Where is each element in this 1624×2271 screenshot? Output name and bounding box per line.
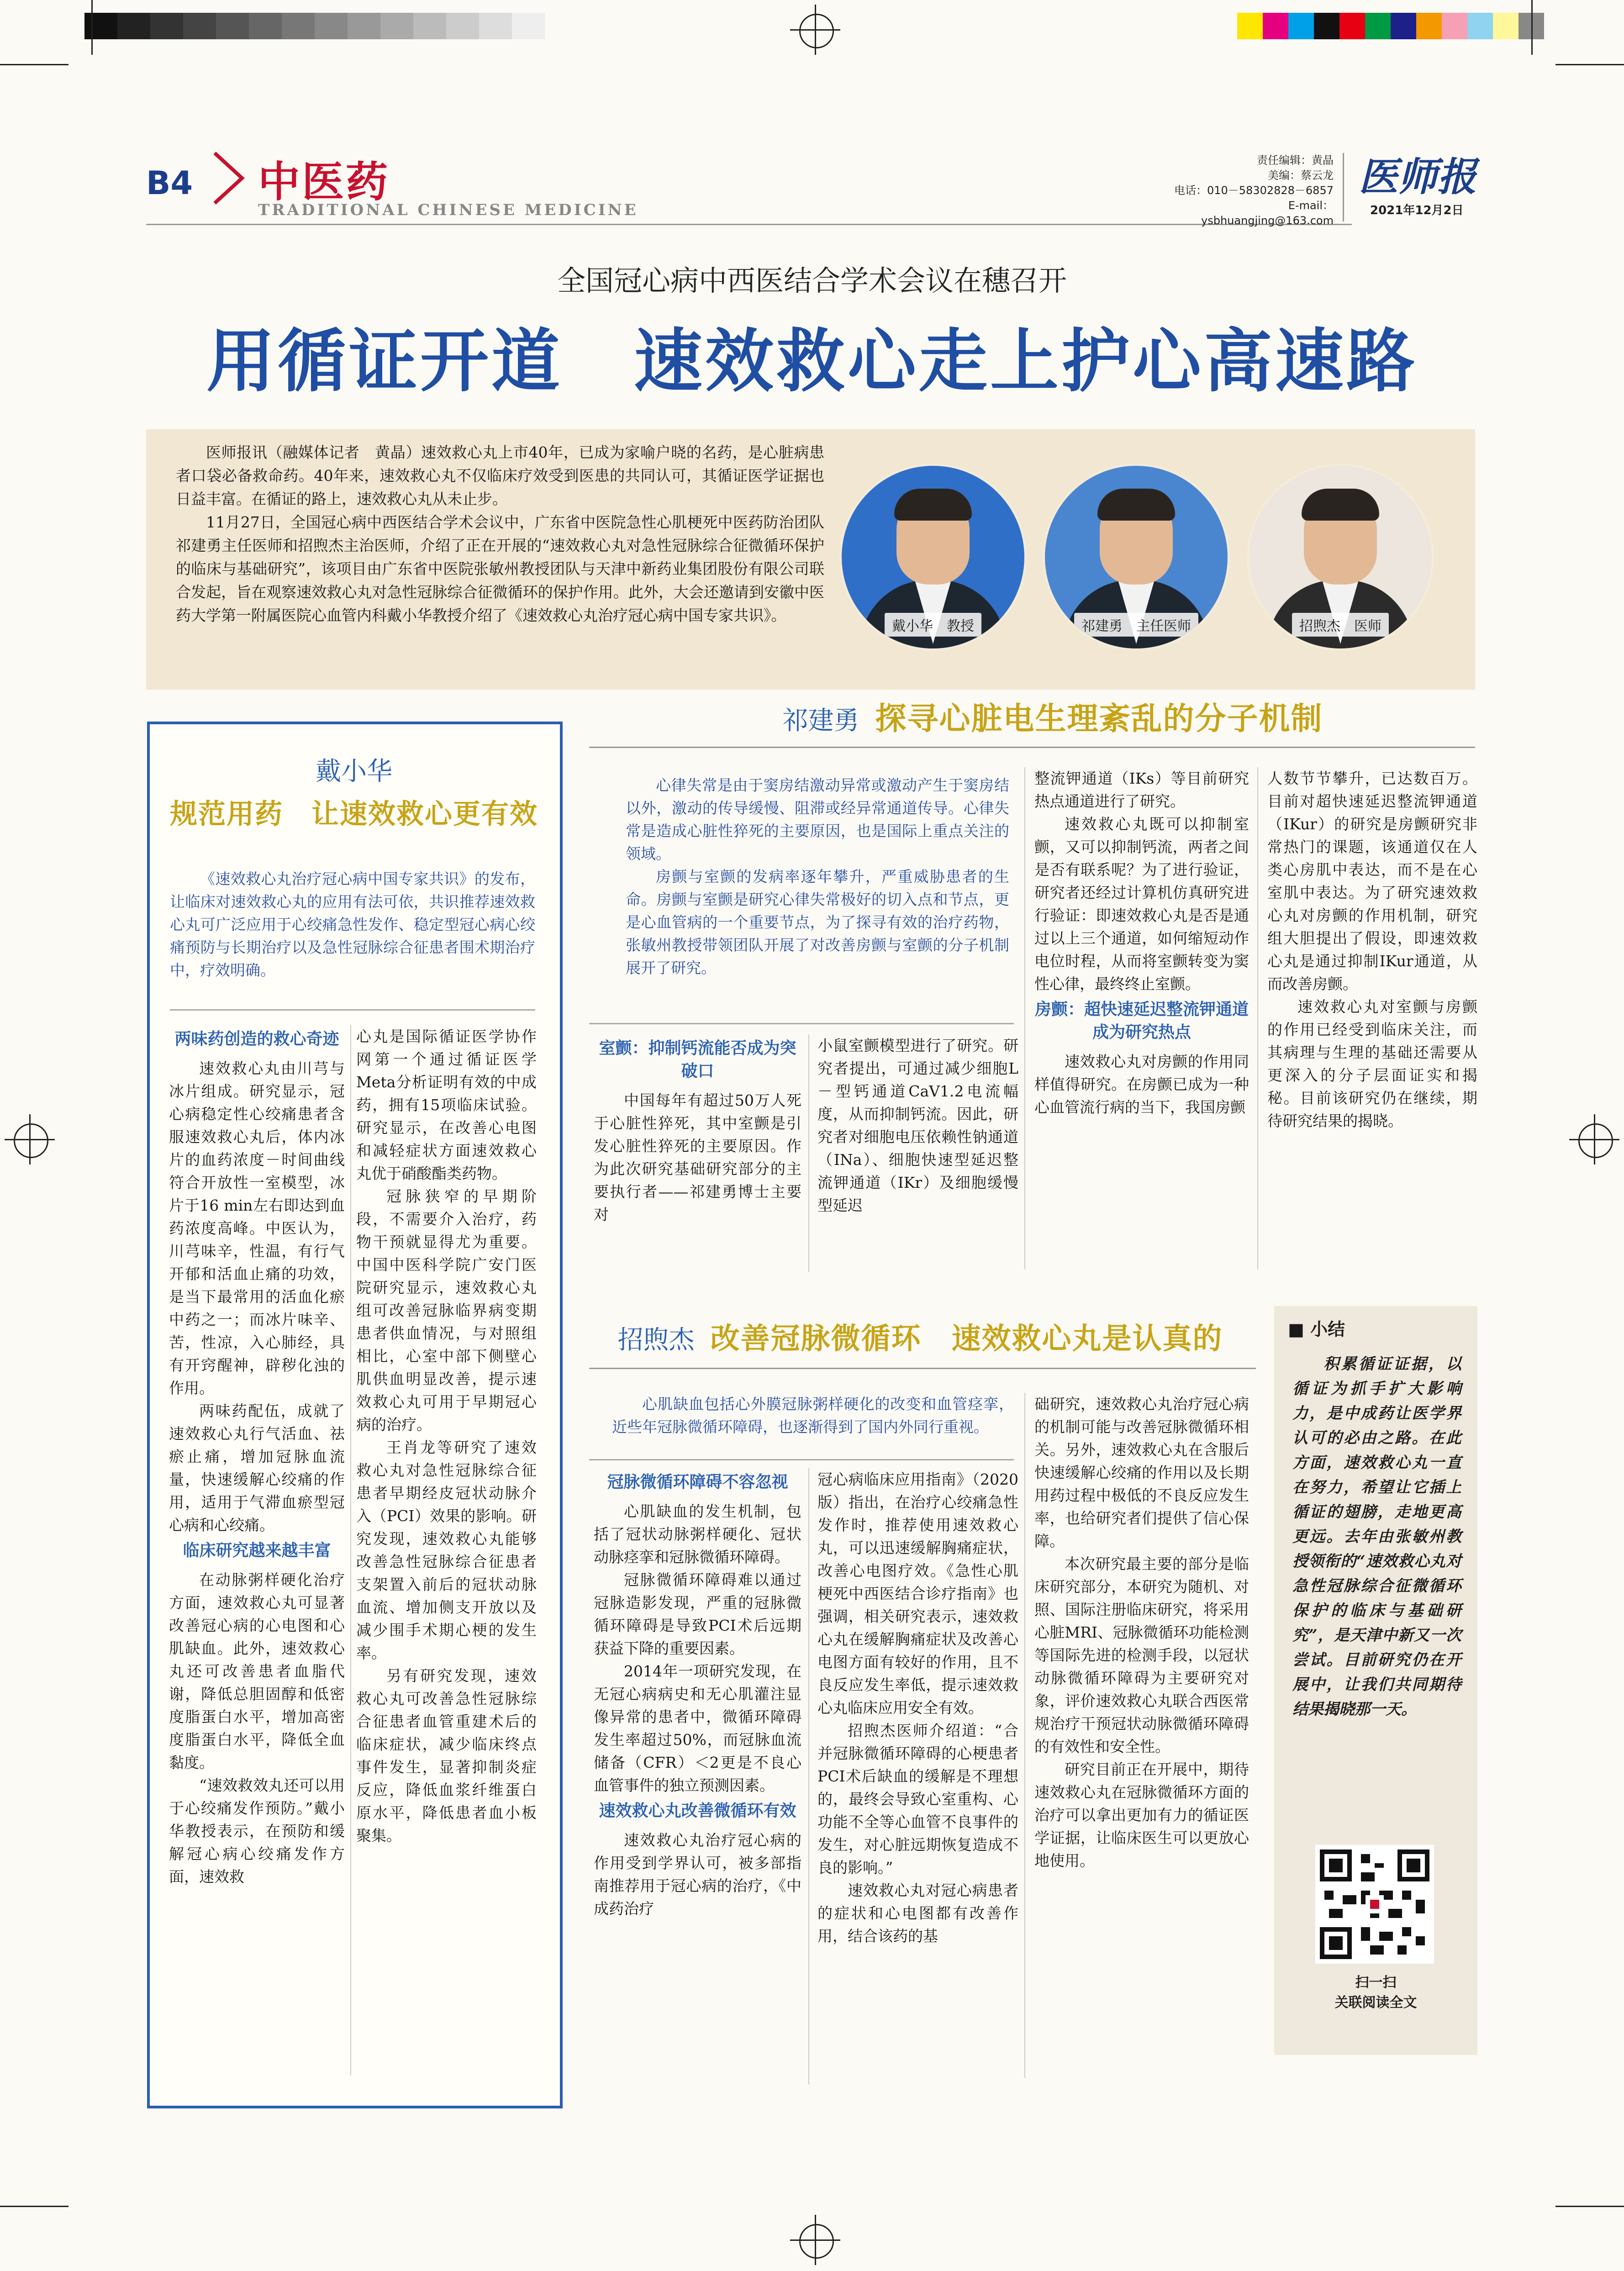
zhao-name: 招煦杰 [617,1325,695,1355]
headline: 用循证开道 速效救心走上护心高速路 [206,322,1418,401]
dai-intro-text: 《速效救心丸治疗冠心病中国专家共识》的发布，让临床对速效救心丸的应用有法可依，共识推荐速效救心丸可广泛应用于心绞痛急性发作、稳定型冠心病心绞痛预防与长期治疗以及急性冠脉综合征患者围术期治疗中，疗效明确。 [170,870,535,979]
qi-column-2 [817,1034,1018,1217]
zhao-col2-paragraph: 冠心病临床应用指南》（2020版）指出，在治疗心绞痛急性发作时，推荐使用速效救心丸，可以迅速缓解胸痛症状，改善心电图疗效。《急性心肌梗死中西医结合诊疗指南》也强调，相关研究表示，速效救心丸在缓解胸痛症状及改善心电图方面有较好的作用，且不良反应发生率低，提示速效救心丸临床应用安全有效。 [817,1470,1018,1717]
newspaper-logo: 医师报 [1359,154,1476,200]
column-divider [1257,767,1258,1270]
dai-column-1 [169,1025,345,1888]
dai-col2-paragraph: 王肖龙等研究了速效救心丸对急性冠脉综合征患者早期经皮冠状动脉介入（PCI）效果的影响。研究发现，速效救心丸能够改善急性冠脉综合征患者支架置入前后的冠状动脉血流、增加侧支开放以及减少围手术期心梗的发生率。 [356,1438,537,1662]
column-divider [808,1034,809,1272]
zhao-heading [589,1315,1251,1357]
crop-mark [1555,64,1624,65]
zhao-col3-paragraph: 研究目前正在开展中，期待速效救心丸在冠脉微循环方面的治疗可以拿出更加有力的循证医学证据，让临床医生可以更放心地使用。 [1034,1760,1249,1870]
lead-paragraph-1: 医师报讯（融媒体记者 黄晶）速效救心丸上市40年，已成为家喻户晓的名药，是心脏病患者口袋必备救命药。40年来，速效救心丸不仅临床疗效受到医患的共同认可，其循证医学证据也日益丰富。在循证的路上，速效救心丸从未止步。 [176,443,824,508]
crop-mark [1531,0,1533,55]
zhao-heading-rule [589,1368,1256,1369]
dai-title: 规范用药 让速效救心更有效 [170,798,538,830]
qi-column-3 [1034,767,1249,1119]
summary-label: ■ 小结 [1288,1319,1345,1339]
portrait-zhao [1247,464,1434,651]
qi-col3-paragraph: 速效救心丸对房颤的作用同样值得研究。在房颤已成为一种心血管流行病的当下，我国房颤 [1034,1053,1249,1116]
qi-intro-rule [589,1023,1014,1024]
qi-col3-paragraph: 速效救心丸既可以抑制室颤，又可以抑制钙流，两者之间是否有联系呢？为了进行验证，研究者还经过计算机仿真研究进行验证：即速效救心丸是否是通过以上三个通道，如何缩短动作电位时程，从而将室颤转变为窦性心律，最终终止室颤。 [1034,815,1249,993]
dai-col1-paragraph: 在动脉粥样硬化治疗方面，速效救心丸可显著改善冠心病的心电图和心肌缺血。此外，速效救心丸还可改善患者血脂代谢，降低总胆固醇和低密度脂蛋白水平，增加高密度脂蛋白水平，降低全血黏度。 [169,1571,345,1771]
crop-mark [1555,2206,1624,2207]
qi-intro-paragraph: 房颤与室颤的发病率逐年攀升，严重威胁患者的生命。房颤与室颤是研究心律失常极好的切入点和节点，更是心血管病的一个重要节点，为了探寻有效的治疗药物，张敏州教授带领团队开展了对改善房颤与室颤的分子机制展开了研究。 [626,868,1009,977]
dai-name: 戴小华 [316,757,392,786]
zhao-col1-paragraph: 速效救心丸治疗冠心病的作用受到学界认可，被多部指南推荐用于冠心病的治疗，《中成药治疗 [594,1831,801,1918]
qi-col4-paragraph: 人数节节攀升，已达数百万。目前对超快速延迟整流钾通道（IKur）的研究是房颤研究非常热门的课题，该通道仅在人类心房肌中表达，而不是在心室肌中表达。为了研究速效救心丸对房颤的作用机制，研究组大胆提出了假设，即速效救心丸是通过抑制IKur通道，从而改善房颤。 [1267,769,1477,993]
column-divider [350,1025,351,2076]
zhao-col2-paragraph: 招煦杰医师介绍道：“合并冠脉微循环障碍的心梗患者PCI术后缺血的缓解是不理想的，最终会导致心室重构、心功能不全等心血管不良事件的发生，对心脏远期恢复造成不良的影响。” [817,1722,1018,1876]
lead-paragraph-2: 11月27日，全国冠心病中西医结合学术会议中，广东省中医院急性心肌梗死中医药防治团队祁建勇主任医师和招煦杰主治医师，介绍了正在开展的“速效救心丸对急性冠脉综合征微循环保护的临床与基础研究”，该项目由广东省中医院张敏州教授团队与天津中新药业集团股份有限公司联合发起，旨在观察速效救心丸对急性冠脉综合征微循环的保护作用。此外，大会还邀请到安徽中医药大学第一附属医院心血管内科戴小华教授介绍了《速效救心丸治疗冠心病中国专家共识》。 [176,513,824,624]
qi-col1-paragraph: 中国每年有超过50万人死于心脏性猝死，其中室颤是引发心脏性猝死的主要原因。作为此次研究基础研究部分的主要执行者——祁建勇博士主要对 [594,1091,801,1223]
portrait-caption: 祁建勇 主任医师 [1074,613,1198,637]
column-divider [1024,767,1025,1270]
grayscale-calibration-bar [84,13,545,39]
qi-intro [626,774,1009,980]
qi-subheading-1: 室颤：抑制钙流能否成为突破口 [599,1039,796,1080]
chevron-right-icon [210,151,247,205]
qi-intro-paragraph: 心律失常是由于窦房结激动异常或激动产生于窦房结以外，激动的传导缓慢、阻滞或经异常通道传导。心律失常是造成心脏性猝死的主要原因，也是国际上重点关注的领域。 [626,776,1009,863]
qi-column-1 [594,1034,801,1226]
registration-mark-top [790,5,840,55]
portrait-caption: 招煦杰 医师 [1292,613,1389,637]
issue-date: 2021年12月2日 [1370,204,1464,217]
editor-credit: 责任编辑：黄晶 [1257,154,1334,167]
zhao-col1-paragraph: 2014年一项研究发现，在无冠心病病史和无心肌灌注显像异常的患者中，微循环障碍发生率超过50%，而冠脉血流储备（CFR）＜2更是不良心血管事件的独立预测因素。 [594,1662,801,1794]
qr-caption-line-2: 关联阅读全文 [1334,1995,1417,2011]
zhao-col1-paragraph: 心肌缺血的发生机制，包括了冠状动脉粥样硬化、冠状动脉痉挛和冠脉微循环障碍。 [594,1502,801,1566]
crop-mark [0,2206,69,2207]
column-divider [808,1468,809,2085]
registration-mark-bottom [790,2215,840,2265]
dai-subheading-2: 临床研究越来越丰富 [183,1541,331,1560]
portrait-dai [839,464,1027,651]
zhao-subheading-2: 速效救心丸改善微循环有效 [599,1802,796,1820]
dai-col1-paragraph: 速效救心丸由川芎与冰片组成。研究显示，冠心病稳定性心绞痛患者含服速效救心丸后，体内冰片的血药浓度－时间曲线符合开放性一室模型，冰片于16 min左右即达到血药浓度高峰。中医认为，川芎味辛，性温，有行气开郁和活血止痛的功效，是当下最常用的活血化瘀中药之一；而冰片味辛、苦，性凉，入心肺经，具有开窍醒神，辟秽化浊的作用。 [169,1059,345,1397]
zhao-col2-paragraph: 速效救心丸对冠心病患者的症状和心电图都有改善作用，结合该药的基 [817,1881,1018,1945]
zhao-intro-rule [589,1459,1014,1460]
phone-number: 电话：010－58302828－6857 [1174,184,1334,197]
header-credits [1169,153,1334,228]
dai-col1-paragraph: “速效救效丸还可以用于心绞痛发作预防。”戴小华教授表示，在预防和缓解冠心病心绞痛发作方面，速效救 [169,1776,345,1886]
header-divider [1343,153,1344,221]
crop-mark [0,64,69,65]
lead-text [176,441,824,627]
zhao-subheading-1: 冠脉微循环障碍不容忽视 [607,1473,788,1491]
crop-mark [91,0,93,55]
summary-paragraph: 积累循证证据，以循证为抓手扩大影响力，是中成药让医学界认可的必由之路。在此方面，速效救心丸一直在努力，希望让它插上循证的翅膀，走地更高更远。去年由张敏州教授领衔的“速效救心丸对急性冠脉综合征微循环保护的临床与基础研究”，是天津中新又一次尝试。目前研究仍在开展中，让我们共同期待结果揭晓那一天。 [1292,1355,1461,1718]
subheadline: 全国冠心病中西医结合学术会议在穗召开 [557,264,1067,297]
color-calibration-bar [1237,13,1544,39]
section-title: 中医药 [258,158,390,206]
email-address: E-mail：ysbhuangjing@163.com [1201,199,1334,227]
dai-col2-paragraph: 冠脉狭窄的早期阶段，不需要介入治疗，药物干预就显得尤为重要。中国中医科学院广安门医院研究显示，速效救心丸组可改善冠脉临界病变期患者供血情况，与对照组相比，心室中部下侧壁心肌供血明显改善，提示速效救心丸可用于早期冠心病的治疗。 [356,1187,537,1433]
zhao-column-2 [817,1468,1018,1948]
qi-subheading-2: 房颤：超快速延迟整流钾通道成为研究热点 [1034,1000,1249,1042]
portrait-caption: 戴小华 教授 [885,613,981,637]
qi-col4-paragraph: 速效救心丸对室颤与房颤的作用已经受到临床关注，而其病理与生理的基础还需要从更深入的分子层面证实和揭秘。目前该研究仍在继续，期待研究结果的揭晓。 [1267,998,1477,1130]
qi-name: 祁建勇 [782,706,859,736]
dai-subheading-1: 两味药创造的救心奇迹 [174,1030,339,1049]
section-subtitle: TRADITIONAL CHINESE MEDICINE [258,201,638,219]
dai-col2-paragraph: 另有研究发现，速效救心丸可改善急性冠脉综合征患者血管重建术后的临床症状，减少临床终点事件发生，显著抑制炎症反应，降低血浆纤维蛋白原水平，降低患者血小板聚集。 [356,1667,537,1844]
summary-text [1292,1352,1461,1722]
zhao-column-1 [594,1468,801,1920]
zhao-col1-paragraph: 冠脉微循环障碍难以通过冠脉造影发现，严重的冠脉微循环障碍是导致PCI术后远期获益下降的重要因素。 [594,1571,801,1657]
qi-column-4 [1267,767,1477,1133]
zhao-col3-paragraph: 本次研究最主要的部分是临床研究部分，本研究为随机、对照、国际注册临床研究，将采用心脏MRI、冠脉微循环功能检测等国际先进的检测手段，以冠状动脉微循环障碍为主要研究对象，评价速效救心丸联合西医常规治疗干预冠状动脉微循环障碍的有效性和安全性。 [1034,1555,1249,1755]
zhao-intro-text: 心肌缺血包括心外膜冠脉粥样硬化的改变和血管痉挛，近些年冠脉微循环障碍，也逐渐得到了国内外同行重视。 [612,1395,1014,1436]
qr-code-icon[interactable] [1315,1845,1434,1964]
page-number: B4 [146,164,193,202]
dai-intro-rule [170,1009,535,1011]
qi-title: 探寻心脏电生理紊乱的分子机制 [875,701,1323,737]
qi-heading [607,694,1498,738]
dai-col2-paragraph: 心丸是国际循证医学协作网第一个通过循证医学Meta分析证明有效的中成药，拥有15项临床试验。研究显示，在改善心电图和减轻症状方面速效救心丸优于硝酸酯类药物。 [356,1027,537,1182]
qr-caption [1274,1973,1477,2013]
zhao-intro [612,1393,1014,1438]
registration-mark-right [1569,1114,1619,1164]
zhao-title: 改善冠脉微循环 速效救心丸是认真的 [710,1322,1223,1356]
column-divider [1024,1393,1025,2078]
dai-column-2 [356,1025,537,1847]
designer-credit: 美编：蔡云龙 [1268,169,1334,182]
registration-mark-left [5,1114,55,1164]
dai-intro [170,868,535,982]
portrait-qi [1043,464,1230,651]
dai-col1-paragraph: 两味药配伍，成就了速效救心丸行气活血、祛瘀止痛，增加冠脉血流量，快速缓解心绞痛的作用，适用于气滞血瘀型冠心病和心绞痛。 [169,1402,345,1534]
qi-col2-paragraph: 小鼠室颤模型进行了研究。研究者提出，可通过减少细胞L－型钙通道CaV1.2电流幅度，从而抑制钙流。因此，研究者对细胞电压依赖性钠通道（INa）、细胞快速型延迟整流钾通道（IKr）及细胞缓慢型延迟 [817,1037,1018,1214]
qi-col3-paragraph: 整流钾通道（IKs）等目前研究热点通道进行了研究。 [1034,769,1249,810]
qi-heading-rule [589,747,1475,748]
zhao-col3-paragraph: 础研究，速效救心丸治疗冠心病的机制可能与改善冠脉微循环相关。另外，速效救心丸在含服后快速缓解心绞痛的作用以及长期用药过程中极低的不良反应发生率，也给研究者们提供了信心保障。 [1034,1395,1249,1550]
qr-caption-line-1: 扫一扫 [1355,1975,1397,1991]
zhao-column-3 [1034,1393,1249,1872]
